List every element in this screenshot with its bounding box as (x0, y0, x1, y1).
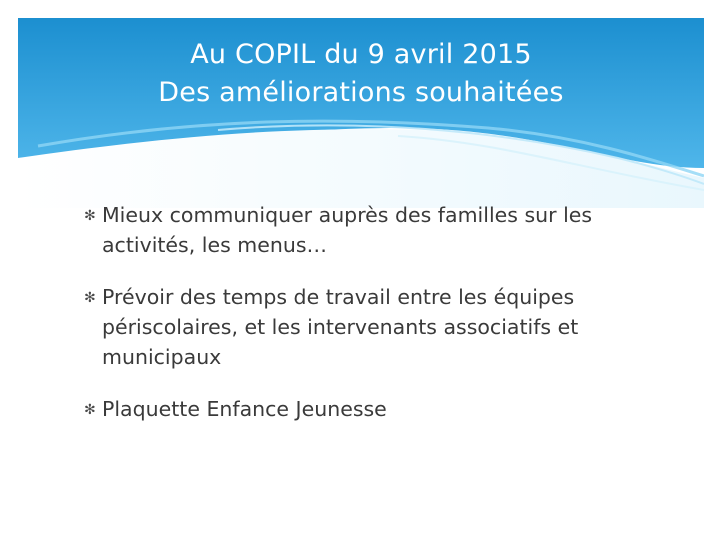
bullet-text: Mieux communiquer auprès des familles sur les activités, les menus… (102, 203, 593, 257)
asterisk-bullet-icon: ✻ (84, 208, 96, 224)
slide-title (18, 36, 704, 112)
bullet-item (84, 394, 674, 424)
asterisk-bullet-icon: ✻ (84, 290, 96, 306)
title-line-1: Au COPIL du 9 avril 2015 (190, 39, 532, 70)
bullet-list (84, 200, 674, 446)
bullet-item (84, 282, 674, 372)
bullet-item (84, 200, 674, 260)
bullet-text: Prévoir des temps de travail entre les équipes périscolaires, et les intervenants associatifs et municipaux (102, 285, 579, 369)
title-line-2: Des améliorations souhaitées (158, 77, 564, 108)
asterisk-bullet-icon: ✻ (84, 402, 96, 418)
bullet-text: Plaquette Enfance Jeunesse (102, 397, 387, 421)
